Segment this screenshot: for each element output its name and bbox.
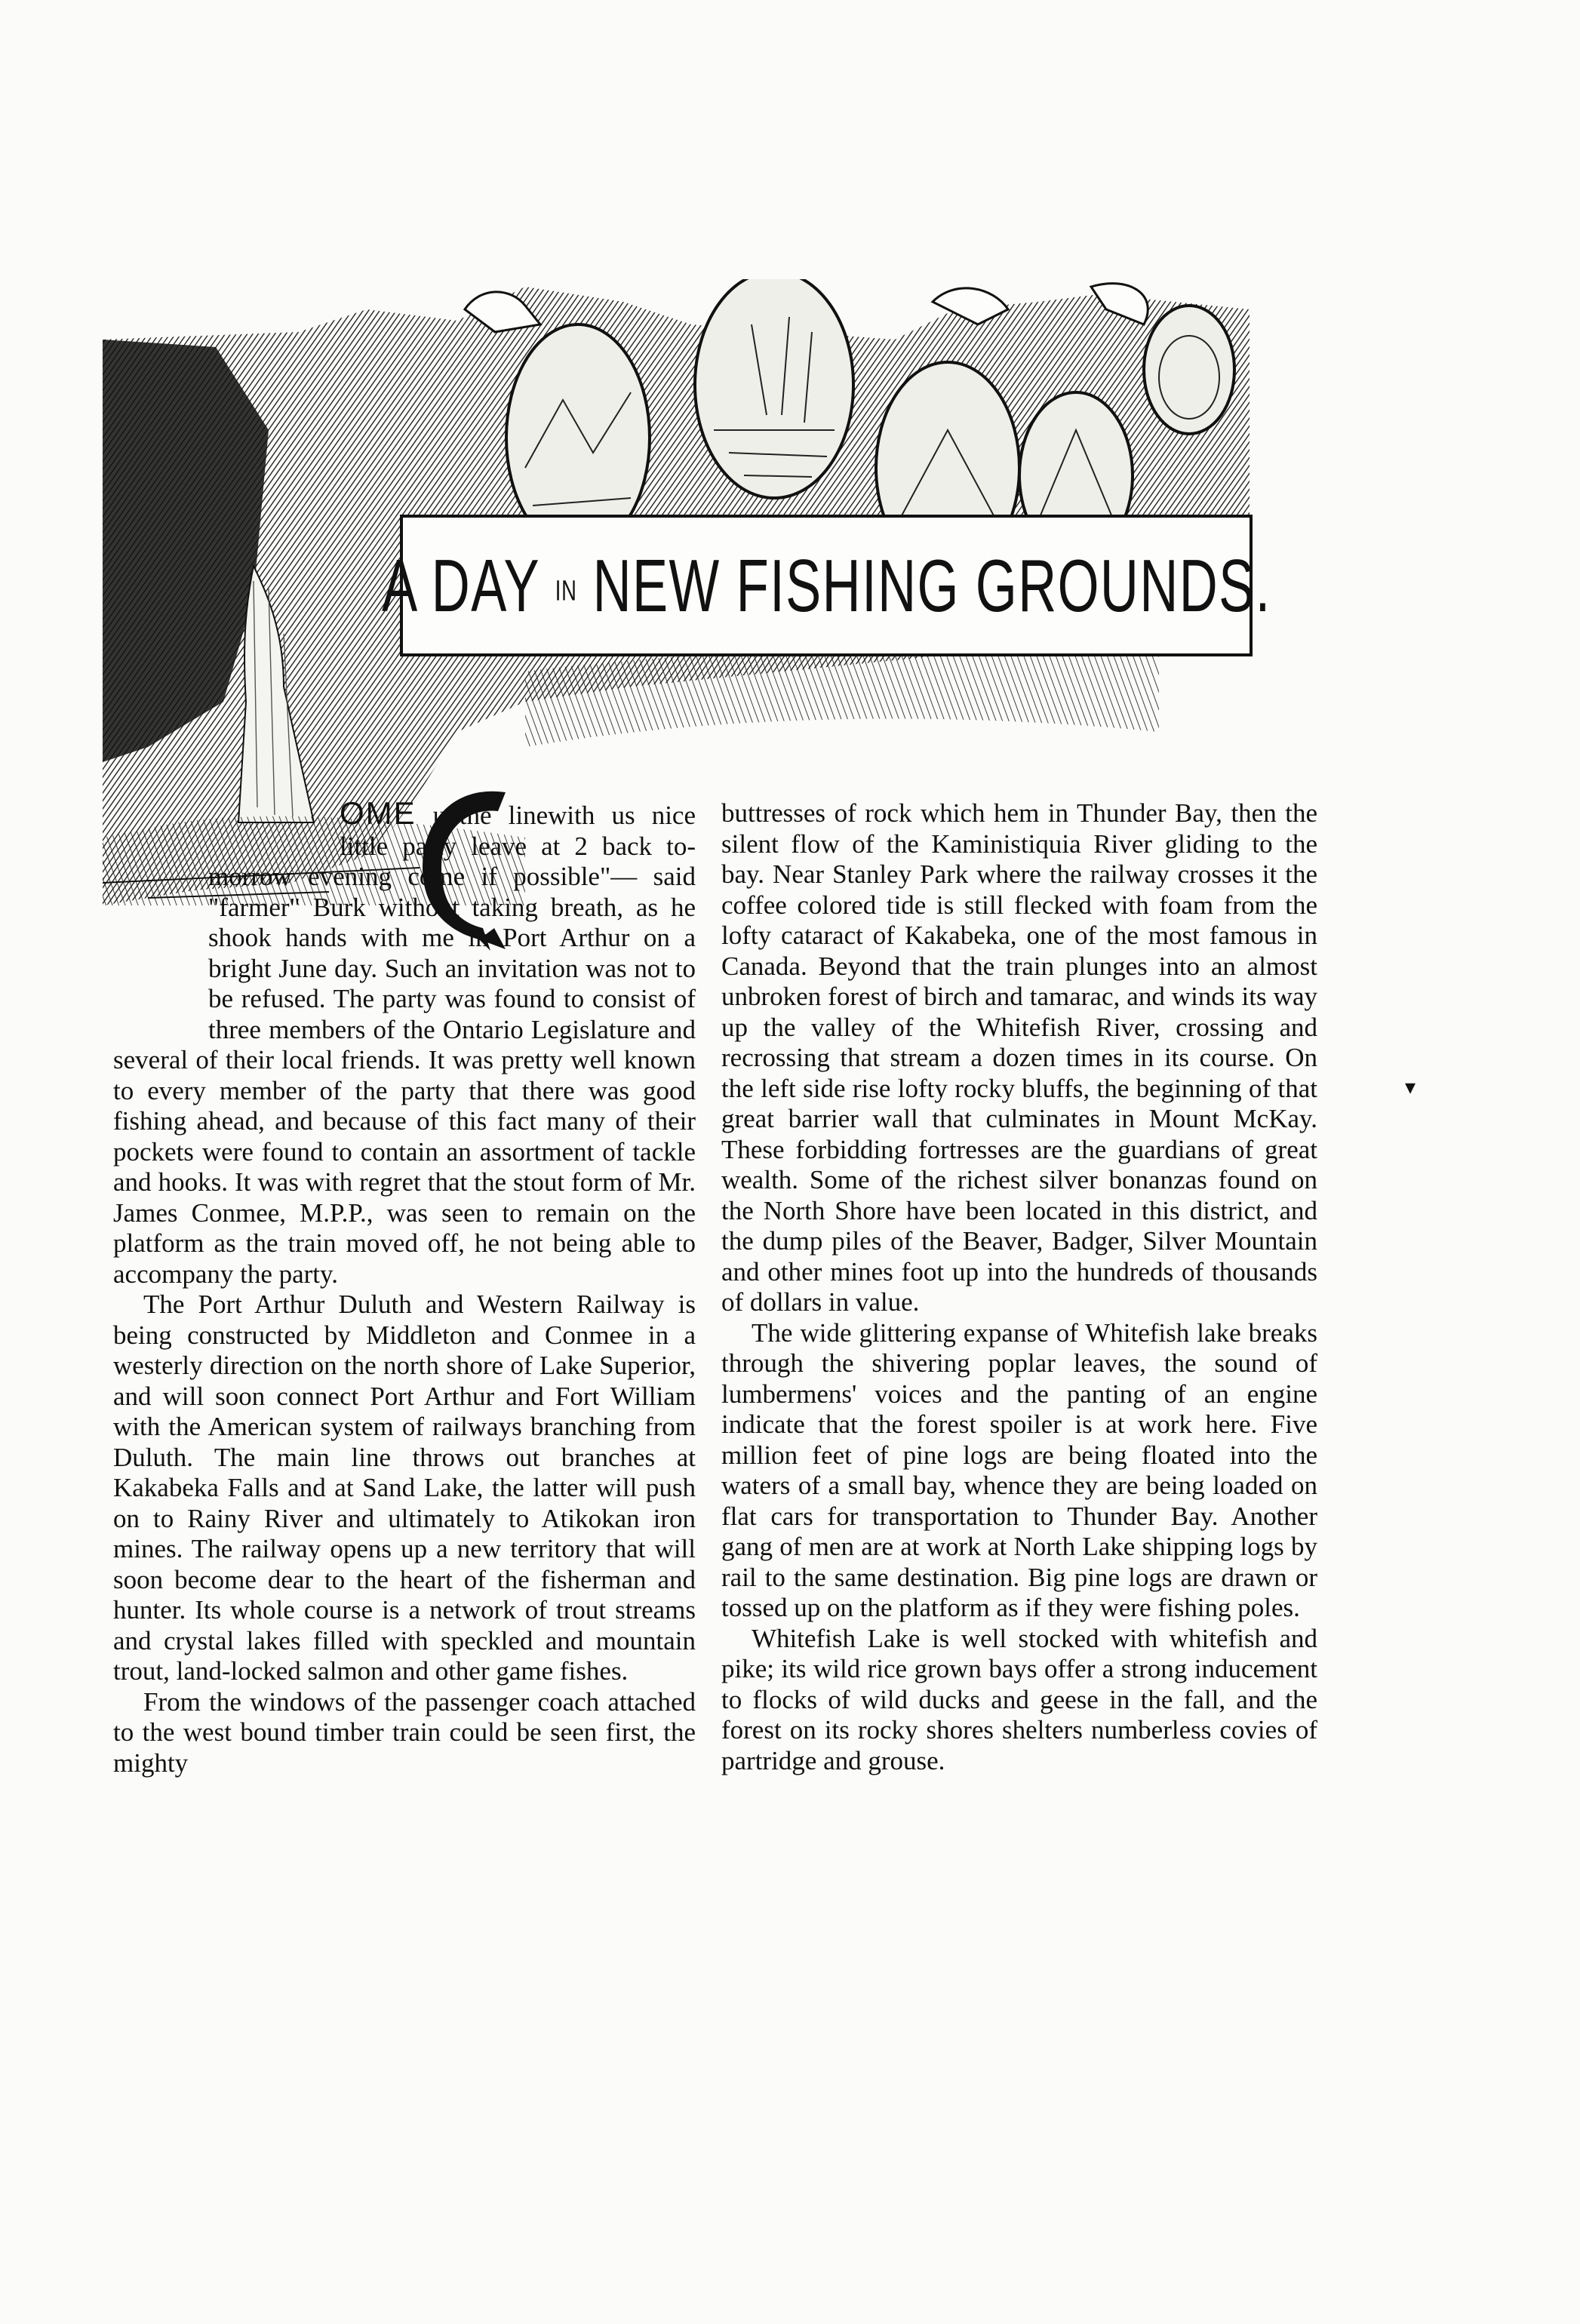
title-banner: [381, 515, 1271, 656]
title-part-2: IN: [555, 575, 577, 607]
article-title: [382, 543, 1271, 629]
paragraph-2: The Port Arthur Duluth and Western Railway is being constructed by Middleton and Conmee in a westerly direction on the north shore of Lake Superior, and will soon connect Port Arthur and Fort William with the American system of railways branching from Duluth. The main line throws out branches at Kakabeka Falls and at Sand Lake, the latter will push on to Rainy River and ultimately to Atikokan iron mines. The railway opens up a new territory that will soon become dear to the heart of the fisherman and hunter. Its whole course is a network of trout streams and crystal lakes filled with speckled and mountain trout, land-locked salmon and other game fishes.: [113, 1290, 696, 1686]
dropcap-letters: OME: [340, 795, 417, 831]
paragraph-1-text: upthe linewith us nice little party leave at 2 back to-morrow evening come if possible"— said "farmer" Burk without taking breath, as he shook hands with me in Port Arthur on a bright June day. Such an invitation was not to be refused. The party was found to consist of three members of the Ontario Legislature and several of their local friends. It was pretty well known to every member of the party that there was good fishing ahead, and because of this fact many of their pockets were found to contain an assortment of tackle and hooks. It was with regret that the stout form of Mr. James Conmee, M.P.P., was seen to remain on the platform as the train moved off, he not being able to accompany the party.: [113, 801, 696, 1289]
paragraph-6: Whitefish Lake is well stocked with whitefish and pike; its wild rice grown bays offer a strong inducement to flocks of wild ducks and geese in the fall, and the forest on its rocky shores shelters numberless covies of partridge and grouse.: [721, 1623, 1317, 1775]
left-column: [113, 795, 696, 1778]
title-part-3: NEW FISHING GROUNDS.: [592, 543, 1271, 627]
paragraph-5: The wide glittering expanse of Whitefish lake breaks through the shivering poplar leaves, the sound of lumbermens' voices and the panting of an engine indicate that the forest spoiler is at work here. Five million feet of pine logs are being floated into the waters of a small bay, whence they are being loaded on flat cars for transportation to Thunder Bay. Another gang of men are at work at North Lake shipping logs by rail to the same destination. Big pine logs are drawn or tossed up on the platform as if they were fishing poles.: [721, 1317, 1317, 1622]
stray-mark-icon: ▾: [1405, 1076, 1416, 1099]
right-column: [721, 798, 1317, 1776]
paragraph-3: From the windows of the passenger coach attached to the west bound timber train could be seen first, the mighty: [113, 1686, 696, 1778]
title-part-1: A DAY: [381, 543, 539, 627]
paragraph-4: buttresses of rock which hem in Thunder Bay, then the silent flow of the Kaministiquia River gliding to the bay. Near Stanley Park where the railway crosses it the coffee colored tide is still flecked with foam from the lofty cataract of Kakabeka, one of the most famous in Canada. Beyond that the train plunges into an almost unbroken forest of birch and tamarac, and winds its way up the valley of the Whitefish River, crossing and recrossing that stream a dozen times in its course. On the left side rise lofty rocky bluffs, the beginning of that great barrier wall that culminates in Mount McKay. These forbidding fortresses are the guardians of great wealth. Some of the richest silver bonanzas found on the North Shore have been located in this district, and the dump piles of the Beaver, Badger, Silver Mountain and other mines foot up into the hundreds of thousands of dollars in value.: [721, 798, 1317, 1317]
